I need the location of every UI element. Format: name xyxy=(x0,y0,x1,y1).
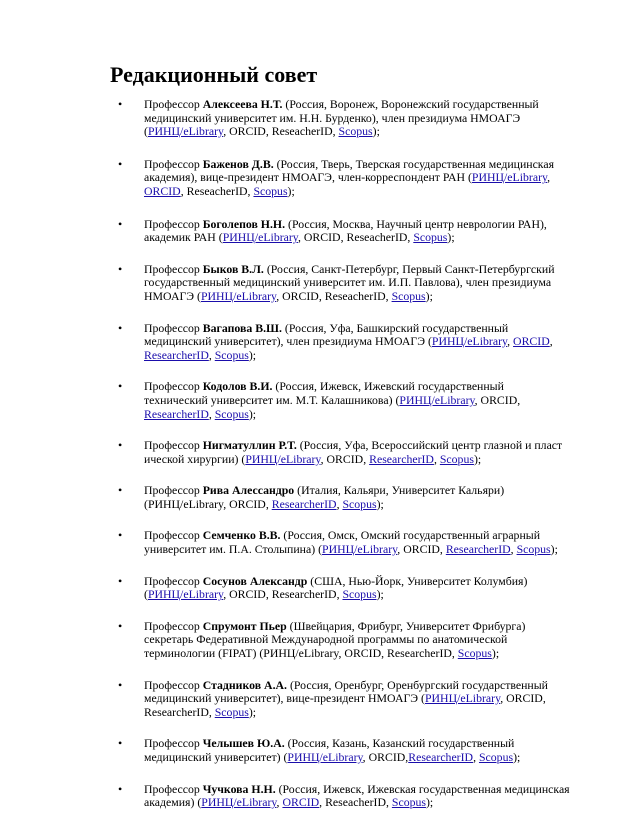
ref-separator: ); xyxy=(248,704,257,719)
orcid-label: ORCID xyxy=(282,288,319,303)
orcid-label: ORCID xyxy=(506,691,543,706)
reseacherid-label: ReseacherID xyxy=(324,288,386,303)
member-prefix: Профессор xyxy=(144,736,200,751)
researcherid-label: ResearcherID xyxy=(387,646,452,661)
ref-separator: , xyxy=(439,542,446,557)
member-prefix: Профессор xyxy=(144,261,200,276)
scopus-link[interactable]: Scopus xyxy=(413,230,448,245)
ref-separator: , xyxy=(247,183,254,198)
scopus-link[interactable]: Scopus xyxy=(253,183,288,198)
ref-separator: ); xyxy=(372,124,380,139)
list-item xyxy=(110,620,570,661)
elibrary-link[interactable]: РИНЦ/eLibrary xyxy=(222,230,298,245)
member-name: Стадников А.А. xyxy=(202,677,287,692)
member-description: (Россия, Ижевск, Ижевский государственный технический университет им. М.Т. Калашникова) ( xyxy=(144,379,504,407)
ref-separator: , xyxy=(208,347,215,362)
member-description: (Россия, Тверь, Тверская государственная медицинская академия), вице-президент НМОАГЭ, член-корреспондент РАН ( xyxy=(144,156,555,185)
scopus-link[interactable]: Scopus xyxy=(338,124,373,139)
ref-separator: , xyxy=(507,334,514,349)
member-name: Вагапова В.Ш. xyxy=(202,320,282,335)
scopus-link[interactable]: Scopus xyxy=(214,704,249,719)
ref-separator: , xyxy=(208,406,215,421)
scopus-link[interactable]: Scopus xyxy=(342,496,377,511)
list-item xyxy=(110,737,570,764)
orcid-label: ORCID xyxy=(480,392,518,407)
ref-separator: , xyxy=(542,691,546,706)
elibrary-link[interactable]: РИНЦ/eLibrary xyxy=(431,334,508,349)
scopus-link[interactable]: Scopus xyxy=(391,795,426,810)
member-description: (Россия, Воронеж, Воронежский государственный медицинский университет им. Н.Н. Бурденко), член президиума НМОАГЭ ( xyxy=(144,97,539,139)
elibrary-link[interactable]: РИНЦ/eLibrary xyxy=(147,587,224,602)
member-description: (Россия, Санкт-Петербург, Первый Санкт-Петербургский государственный медицинский университет им. И.П. Павлова), член президиума НМОАГЭ ( xyxy=(144,261,555,303)
orcid-label: ORCID xyxy=(344,646,382,661)
orcid-label: ORCID xyxy=(326,451,364,466)
orcid-link[interactable]: ORCID xyxy=(282,795,320,810)
ref-separator: , xyxy=(362,750,369,764)
ref-separator: , xyxy=(397,542,404,557)
ref-separator: , xyxy=(336,587,343,602)
member-prefix: Профессор xyxy=(144,677,200,692)
elibrary-link[interactable]: РИНЦ/eLibrary xyxy=(287,750,363,764)
ref-separator: ); xyxy=(491,646,500,661)
member-name: Сосунов Александр xyxy=(202,573,308,588)
member-name: Алексеева Н.Т. xyxy=(202,97,283,111)
member-description: (Россия, Ижевск, Ижевская государственная медицинская академия) ( xyxy=(144,781,570,810)
elibrary-label: РИНЦ/eLibrary xyxy=(147,496,224,511)
member-prefix: Профессор xyxy=(144,97,200,111)
researcherid-link[interactable]: ResearcherID xyxy=(445,542,511,557)
ref-separator: ); xyxy=(287,183,295,198)
elibrary-link[interactable]: РИНЦ/eLibrary xyxy=(424,691,501,706)
member-name: Кодолов В.И. xyxy=(202,379,273,394)
ref-separator: , xyxy=(363,451,370,466)
member-name: Рива Алессандро xyxy=(202,483,295,498)
ref-separator: ); xyxy=(425,795,434,810)
ref-separator: ); xyxy=(473,451,482,466)
orcid-label: ORCID xyxy=(229,124,266,139)
elibrary-label: РИНЦ/eLibrary xyxy=(263,646,339,661)
ref-separator: , xyxy=(318,288,325,303)
scopus-link[interactable]: Scopus xyxy=(478,750,514,764)
member-description: (Италия, Кальяри, Университет Кальяри) ( xyxy=(144,483,505,511)
orcid-link[interactable]: ORCID xyxy=(513,334,550,349)
ref-separator: , xyxy=(500,691,507,706)
ref-separator: ); xyxy=(248,406,257,421)
member-description: (Россия, Уфа, Башкирский государственный медицинский университет), член президиума НМОАГЭ ( xyxy=(144,320,509,349)
orcid-label: ORCID xyxy=(403,542,440,557)
ref-separator: , xyxy=(320,451,327,466)
elibrary-link[interactable]: РИНЦ/eLibrary xyxy=(245,451,321,466)
scopus-link[interactable]: Scopus xyxy=(391,288,426,303)
member-prefix: Профессор xyxy=(144,781,200,796)
member-prefix: Профессор xyxy=(144,573,200,588)
list-item xyxy=(110,783,570,810)
member-description: (Россия, Казань, Казанский государственный медицинский университет) ( xyxy=(144,736,515,764)
member-name: Быков В.Л. xyxy=(202,261,264,276)
list-item xyxy=(110,679,570,720)
ref-separator: ); xyxy=(550,542,558,557)
member-description: (Швейцария, Фрибург, Университет Фрибурга) секретарь Федеративной Международной программы по анатомической терминологии (FIPAT) ( xyxy=(144,618,526,661)
ref-separator: , xyxy=(276,795,283,810)
editorial-board-list xyxy=(110,98,570,810)
member-name: Чучкова Н.Н. xyxy=(202,781,276,796)
member-prefix: Профессор xyxy=(144,320,200,335)
ref-separator: , xyxy=(381,646,388,661)
ref-separator: , xyxy=(549,334,553,349)
member-name: Семченко В.В. xyxy=(202,528,281,543)
ref-separator: ); xyxy=(513,750,521,764)
member-description: (Россия, Омск, Омский государственный аграрный университет им. П.А. Столыпина) ( xyxy=(144,528,541,557)
list-item xyxy=(110,322,570,363)
ref-separator: , xyxy=(297,230,304,245)
ref-separator: , xyxy=(265,124,272,139)
ref-separator: , xyxy=(180,183,187,198)
member-name: Нигматуллин Р.Т. xyxy=(202,438,297,453)
scopus-link[interactable]: Scopus xyxy=(342,587,377,602)
ref-separator: , xyxy=(338,646,345,661)
researcherid-link[interactable]: ResearcherID xyxy=(144,406,209,421)
researcherid-link[interactable]: ResearcherID xyxy=(369,451,434,466)
member-name: Спрумонт Пьер xyxy=(202,618,287,633)
page-title: Редакционный совет xyxy=(110,62,318,87)
elibrary-link[interactable]: РИНЦ/eLibrary xyxy=(322,542,398,557)
researcherid-link[interactable]: ResearcherID xyxy=(271,496,337,511)
list-item xyxy=(110,218,570,245)
ref-separator: , xyxy=(336,496,343,511)
member-description: (США, Нью-Йорк, Университет Колумбия) ( xyxy=(144,573,528,602)
member-name: Баженов Д.В. xyxy=(202,156,274,171)
member-prefix: Профессор xyxy=(144,379,200,394)
orcid-label: ORCID, xyxy=(368,750,409,764)
list-item xyxy=(110,263,570,304)
ref-separator: , xyxy=(208,704,215,719)
member-prefix: Профессор xyxy=(144,528,200,543)
ref-separator: , xyxy=(547,170,551,185)
elibrary-link[interactable]: РИНЦ/eLibrary xyxy=(200,288,277,303)
ref-separator: , xyxy=(332,124,339,139)
list-item xyxy=(110,158,570,199)
elibrary-link[interactable]: РИНЦ/eLibrary xyxy=(201,795,277,810)
ref-separator: , xyxy=(223,124,230,139)
member-prefix: Профессор xyxy=(144,216,200,231)
list-item xyxy=(110,575,570,602)
scopus-link[interactable]: Scopus xyxy=(214,347,249,362)
list-item xyxy=(110,439,570,466)
member-prefix: Профессор xyxy=(144,156,200,171)
ref-separator: , xyxy=(265,587,272,602)
member-name: Боголепов Н.Н. xyxy=(202,216,286,231)
scopus-link[interactable]: Scopus xyxy=(457,646,492,661)
elibrary-link[interactable]: РИНЦ/eLibrary xyxy=(147,124,224,139)
elibrary-link[interactable]: РИНЦ/eLibrary xyxy=(399,392,475,407)
orcid-label: ORCID xyxy=(229,587,266,602)
ref-separator: , xyxy=(474,392,481,407)
ref-separator: , xyxy=(473,750,479,764)
ref-separator: , xyxy=(407,230,414,245)
list-item xyxy=(110,529,570,556)
member-name: Челышев Ю.А. xyxy=(202,736,285,751)
ref-separator: ); xyxy=(425,288,433,303)
orcid-label: ORCID xyxy=(229,496,266,511)
ref-separator: , xyxy=(276,288,283,303)
ref-separator: , xyxy=(385,795,392,810)
member-prefix: Профессор xyxy=(144,618,200,633)
researcherid-label: ResearcherID xyxy=(144,704,209,719)
ref-separator: , xyxy=(265,496,272,511)
ref-separator: , xyxy=(517,392,521,407)
elibrary-link[interactable]: РИНЦ/eLibrary xyxy=(471,170,548,185)
researcherid-link[interactable]: ResearcherID xyxy=(408,750,474,764)
researcherid-link[interactable]: ResearcherID xyxy=(144,347,209,362)
ref-separator: ); xyxy=(376,587,384,602)
list-item xyxy=(110,98,570,139)
scopus-link[interactable]: Scopus xyxy=(516,542,551,557)
ref-separator: , xyxy=(451,646,458,661)
ref-separator: , xyxy=(223,496,230,511)
ref-separator: ); xyxy=(447,230,455,245)
ref-separator: , xyxy=(385,288,392,303)
reseacherid-label: ReseacherID xyxy=(346,230,408,245)
reseacherid-label: ReseacherID xyxy=(325,795,386,810)
ref-separator: ); xyxy=(248,347,257,362)
ref-separator: , xyxy=(340,230,347,245)
list-item xyxy=(110,380,570,421)
reseacherid-label: ReseacherID xyxy=(271,124,333,139)
member-description: (Россия, Оренбург, Оренбургский государственный медицинский университет), вице-президент НМОАГЭ ( xyxy=(144,677,548,706)
list-item xyxy=(110,484,570,511)
scopus-link[interactable]: Scopus xyxy=(439,451,474,466)
ref-separator: , xyxy=(433,451,440,466)
orcid-label: ORCID xyxy=(303,230,341,245)
member-prefix: Профессор xyxy=(144,483,200,498)
scopus-link[interactable]: Scopus xyxy=(214,406,249,421)
ref-separator: , xyxy=(319,795,326,810)
researcherid-label: ResearcherID xyxy=(271,587,337,602)
reseacherid-label: ReseacherID xyxy=(186,183,248,198)
ref-separator: , xyxy=(510,542,517,557)
ref-separator: , xyxy=(223,587,230,602)
member-description: (Россия, Уфа, Всероссийский центр глазной и пласт ической хирургии) ( xyxy=(144,438,563,466)
orcid-link[interactable]: ORCID xyxy=(144,183,181,198)
member-description: (Россия, Москва, Научный центр неврологии РАН), академик РАН ( xyxy=(144,216,547,245)
member-prefix: Профессор xyxy=(144,438,200,453)
ref-separator: ); xyxy=(376,496,384,511)
